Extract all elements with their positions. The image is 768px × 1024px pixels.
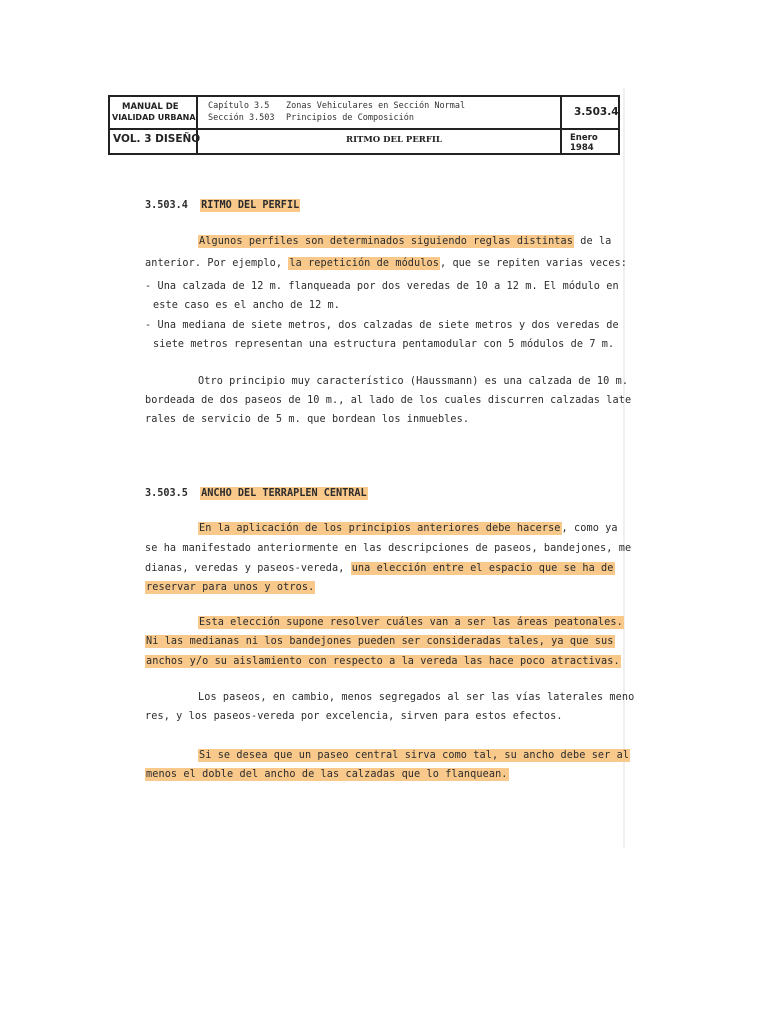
paragraph-line: res, y los paseos-vereda por excelencia, sirven para estos efectos. (145, 711, 563, 722)
highlighted-text: En la aplicación de los principios anteriores debe hacerse (199, 523, 561, 534)
chapter-label: Capítulo 3.5 (208, 101, 270, 111)
paragraph-line: se ha manifestado anteriormente en las descripciones de paseos, bandejones, me (145, 543, 632, 554)
paragraph-line (198, 617, 624, 628)
paragraph-line (145, 582, 315, 593)
manual-title-line1: MANUAL DE (122, 102, 179, 112)
header-table (108, 95, 620, 155)
paragraph-line: En la aplicación de los principios anteriores debe hacerse, como ya (199, 523, 618, 534)
bullet-line: siete metros representan una estructura pentamodular con 5 módulos de 7 m. (153, 339, 615, 350)
paragraph-line: anterior. Por ejemplo, la repetición de módulos, que se repiten varias veces: (145, 258, 627, 269)
paragraph-line: bordeada de dos paseos de 10 m., al lado de los cuales discurren calzadas late (145, 395, 632, 406)
chapter-title: Zonas Vehiculares en Sección Normal (286, 101, 466, 111)
page-code: 3.503.4 (574, 106, 619, 118)
section-heading-3-503-4 (145, 200, 300, 211)
highlighted-text: anchos y/o su aislamiento con respecto a la vereda las hace poco atractivas. (146, 656, 620, 667)
page-date: Enero 1984 (570, 133, 598, 153)
volume-label: VOL. 3 DISEÑO (113, 133, 201, 145)
paragraph-line (145, 656, 621, 667)
section-title: Principios de Composición (286, 113, 414, 123)
paragraph-line: Algunos perfiles son determinados siguiendo reglas distintas de la (199, 236, 612, 247)
page-title: RITMO DEL PERFIL (346, 135, 442, 145)
paragraph-line: Otro principio muy característico (Haussmann) es una calzada de 10 m. (198, 376, 629, 387)
section-number: 3.503.5 (145, 488, 188, 499)
paragraph-line (145, 769, 509, 780)
highlighted-text: Ni las medianas ni los bandejones pueden ser consideradas tales, ya que sus (146, 636, 614, 647)
paragraph-line (145, 636, 615, 647)
header-divider (110, 128, 618, 130)
highlighted-text: una elección entre el espacio que se ha de (351, 563, 614, 574)
highlighted-text: reservar para unos y otros. (146, 582, 315, 593)
section-heading-3-503-5 (145, 488, 368, 499)
highlighted-text: Algunos perfiles son determinados siguiendo reglas distintas (199, 236, 574, 247)
paragraph-line: dianas, veredas y paseos-vereda, una elección entre el espacio que se ha de (145, 563, 614, 574)
section-title-highlight: RITMO DEL PERFIL (201, 200, 300, 211)
section-number: 3.503.4 (145, 200, 188, 211)
highlighted-text: la repetición de módulos (289, 258, 439, 269)
section-title-highlight: ANCHO DEL TERRAPLEN CENTRAL (201, 488, 367, 499)
manual-title-line2: VIALIDAD URBANA (112, 113, 196, 122)
highlighted-text: menos el doble del ancho de las calzadas que lo flanquean. (146, 769, 508, 780)
paragraph-line: Los paseos, en cambio, menos segregados al ser las vías laterales meno (198, 692, 635, 703)
paragraph-line: rales de servicio de 5 m. que bordean los inmuebles. (145, 414, 470, 425)
highlighted-text: Esta elección supone resolver cuáles van a ser las áreas peatonales. (199, 617, 623, 628)
bullet-line: - Una mediana de siete metros, dos calzadas de siete metros y dos veredas de (145, 320, 619, 331)
section-label: Sección 3.503 (208, 113, 275, 123)
page-edge-shadow (623, 88, 625, 848)
bullet-line: este caso es el ancho de 12 m. (153, 300, 341, 311)
highlighted-text: Si se desea que un paseo central sirva como tal, su ancho debe ser al (199, 750, 630, 761)
bullet-line: - Una calzada de 12 m. flanqueada por dos veredas de 10 a 12 m. El módulo en (145, 281, 619, 292)
paragraph-line (198, 750, 630, 761)
